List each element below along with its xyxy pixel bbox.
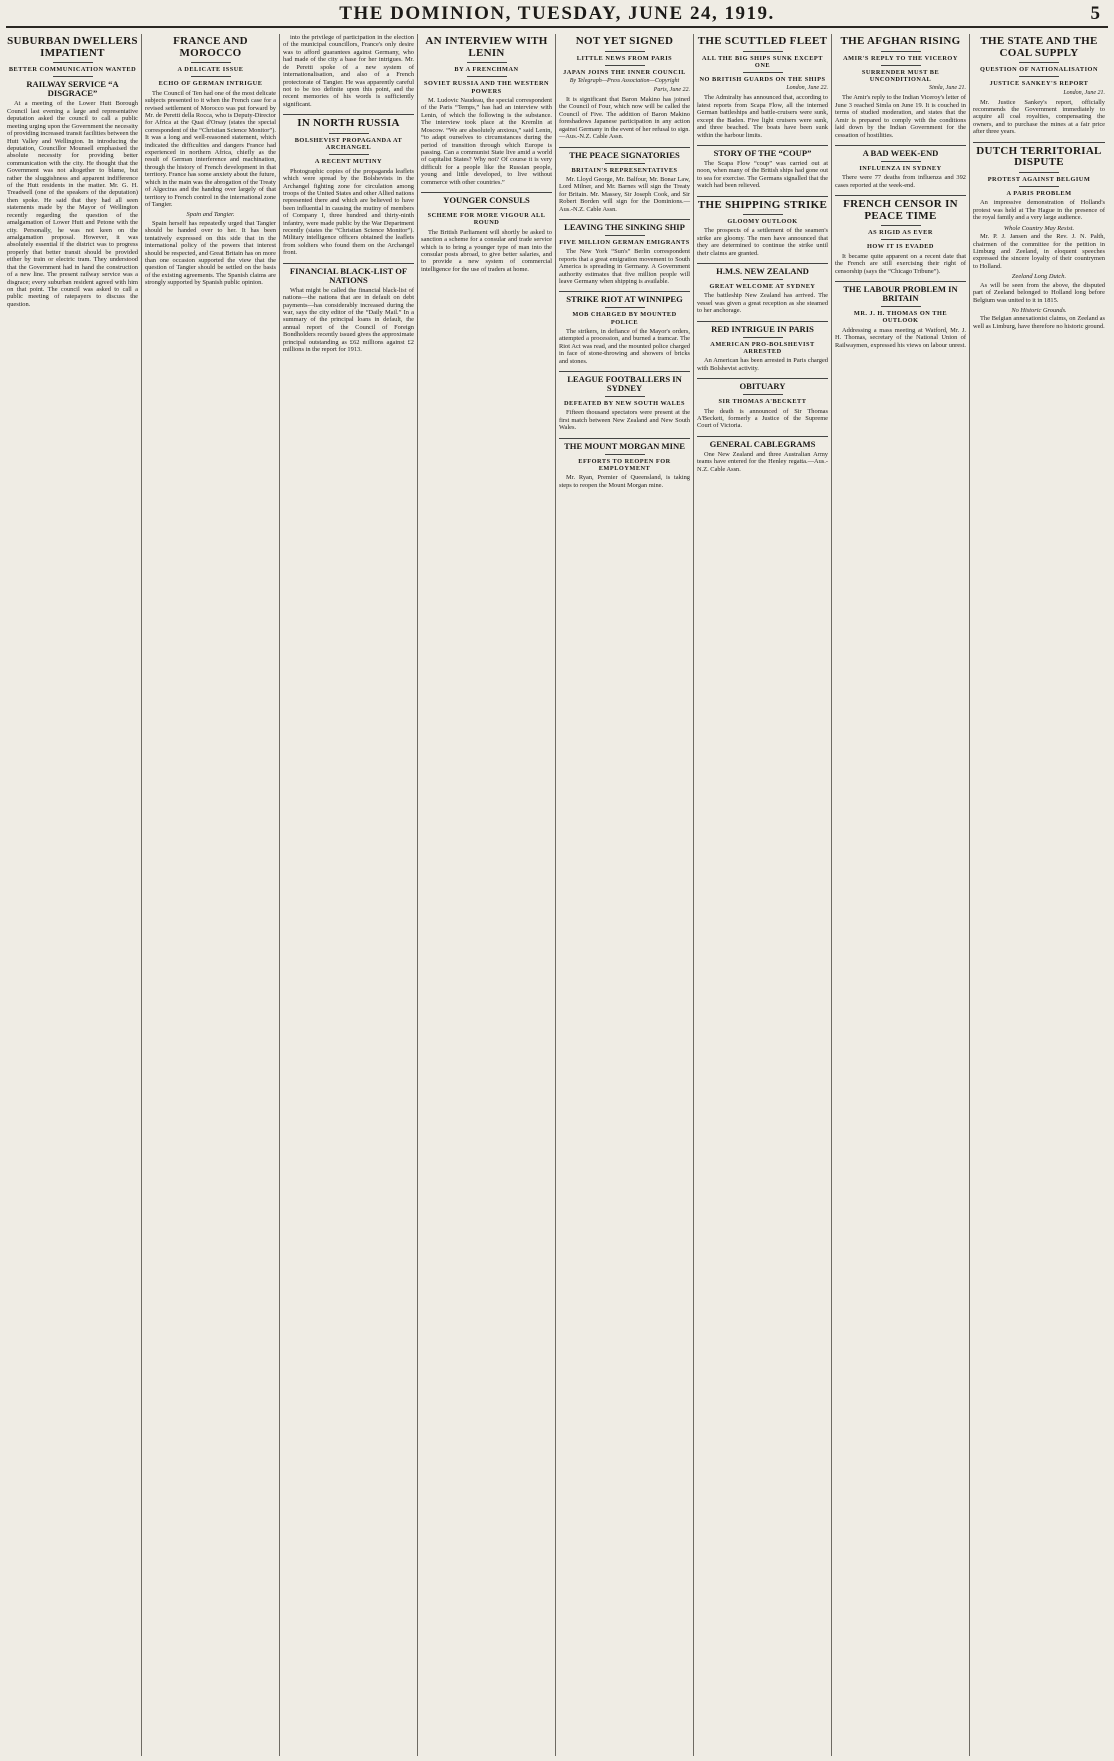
article-body: Fifteen thousand spectators were present at the first match between New Zealand and New South Wales. bbox=[559, 409, 690, 432]
headline: THE SCUTTLED FLEET bbox=[697, 35, 828, 47]
article bbox=[697, 436, 828, 473]
subheadline: FIVE MILLION GERMAN EMIGRANTS bbox=[559, 239, 690, 247]
headline: DUTCH TERRITORIAL DISPUTE bbox=[976, 144, 1102, 169]
article-body: The strikers, in defiance of the Mayor's orders, attempted a procession, and burned a tramcar. The Riot Act was read, and the mounted police charged in face of stone-throwing and showers of bricks and stones. bbox=[559, 328, 690, 365]
subheadline: MOB CHARGED BY MOUNTED POLICE bbox=[572, 311, 677, 326]
headline: THE STATE AND THE COAL SUPPLY bbox=[980, 35, 1098, 59]
masthead-rule bbox=[6, 26, 1108, 28]
article-body: Mr. Ryan, Premier of Queensland, is taking steps to reopen the Mount Morgan mine. bbox=[559, 474, 690, 489]
headline: GENERAL CABLEGRAMS bbox=[709, 438, 816, 449]
article bbox=[697, 196, 828, 258]
article-body: The Belgian annexationist claims, on Zeeland as well as Limburg, have therefore no historic ground. bbox=[973, 315, 1105, 330]
deck-rule bbox=[329, 133, 369, 134]
headline: IN NORTH RUSSIA bbox=[297, 117, 400, 130]
subheadline: BETTER COMMUNICATION WANTED bbox=[8, 66, 137, 74]
subheadline: AMIR'S REPLY TO THE VICEROY bbox=[843, 54, 958, 62]
article bbox=[559, 291, 690, 365]
article-divider bbox=[835, 145, 966, 146]
deck-rule bbox=[605, 163, 645, 164]
subheadline: GLOOMY OUTLOOK bbox=[727, 218, 798, 226]
article-body: The death is announced of Sir Thomas A'Beckett, formerly a Justice of the Supreme Court of Victoria. bbox=[697, 407, 828, 430]
article-divider bbox=[283, 114, 414, 115]
article bbox=[559, 147, 690, 213]
article-body: The Amir's reply to the Indian Viceroy's letter of June 3 reached Simla on June 19. It is couched in terms of studied moderation, and states that the Amir is prepared to comply with the conditions laid down by the Indian Government for the cessation of hostilities. bbox=[835, 94, 966, 139]
article bbox=[421, 192, 552, 273]
article-body: It is significant that Baron Makino has joined the Council of Four, which now will be called the Council of Five. The addition of Baron Makino foreshadows Japanese participation in any action against Germany in the event of her refusal to sign.—Aus.-N.Z. Cable Assn. bbox=[559, 96, 690, 141]
subheadline: SURRENDER MUST BE UNCONDITIONAL bbox=[861, 68, 940, 84]
dateline: Paris, June 22. bbox=[653, 87, 690, 94]
subheadline: DEFEATED BY NEW SOUTH WALES bbox=[563, 400, 686, 408]
article-divider bbox=[421, 192, 552, 193]
subheadline: HOW IT IS EVADED bbox=[867, 243, 934, 251]
subheadline: JUSTICE SANKEY'S REPORT bbox=[989, 80, 1089, 88]
subheadline: SOVIET RUSSIA AND THE WESTERN POWERS bbox=[423, 80, 550, 95]
deck-rule bbox=[743, 279, 783, 280]
column-5 bbox=[556, 34, 694, 1756]
deck-rule bbox=[881, 51, 921, 52]
article-body: What might be called the financial black-list of nations—the nations that are in default on debt payments—has considerably increased during the war, says the city editor of the “Daily Mail.” In a summary of the principal loans in default, the annual report of the Council of Foreign Bondholders recently issued gives the approximate principal outstanding as £62 millions against £2 millions in the report for 1913. bbox=[283, 286, 414, 354]
deck-rule bbox=[881, 306, 921, 307]
article-body: The battleship New Zealand has arrived. The vessel was given a great reception as she steamed to her anchorage. bbox=[697, 292, 828, 315]
article-body: The prospects of a settlement of the seamen's strike are gloomy. The men have announced that they are determined to continue the strike until their claims are granted. bbox=[697, 227, 828, 257]
deck-rule bbox=[605, 307, 645, 308]
deck-rule bbox=[881, 225, 921, 226]
deck-rule bbox=[605, 396, 645, 397]
article bbox=[973, 307, 1105, 330]
article bbox=[835, 195, 966, 275]
sidehead: No Historic Grounds. bbox=[1011, 306, 1067, 314]
subheadline: GREAT WELCOME AT SYDNEY bbox=[709, 283, 816, 291]
article-body: An impressive demonstration of Holland's protest was held at The Hague in the presence of the royal family and a very large audience. bbox=[973, 199, 1105, 222]
article bbox=[697, 263, 828, 315]
subheadline: MR. J. H. THOMAS ON THE OUTLOOK bbox=[853, 310, 948, 325]
secondary-headline: RAILWAY SERVICE “A DISGRACE” bbox=[26, 79, 119, 99]
subheadline: ECHO OF GERMAN INTRIGUE bbox=[158, 80, 263, 88]
headline: FRANCE AND MOROCCO bbox=[173, 35, 248, 59]
headline: FRENCH CENSOR IN PEACE TIME bbox=[843, 198, 958, 222]
article-body: At a meeting of the Lower Hutt Borough Council last evening a large and representative deputation asked the council to call a public meeting urging upon the Government the necessity of providing increased transit facilities between the Hutt Valley and Wellington. In introducing the deputation, Councillor Mounsell emphasised the absolute necessity for providing better communication with the city. He thought that the Government was not altogether to blame, but rather the sluggishness and apparent indifference of the Hutt residents in the matter. Mr. G. H. Treadwell (one of the speakers of the deputation) then spoke. He said that they had all seen statements made by the Mayor of Wellington recently regarding the question of the amalgamation of Lower Hutt and Petone with the city. Personally, he was not keen on the amalgamation proposal. However, it was absolutely essential if the district was to progress properly that better transit should be provided either by train or electric tram. They understood that the Government had in hand the construction of a new line. The present railway service was a disgrace; every suburban resident agreed with him on that point. The council was asked to call a public meeting of ratepayers to discuss the question. bbox=[7, 100, 138, 308]
deck-rule bbox=[1019, 172, 1059, 173]
article-divider bbox=[697, 145, 828, 146]
article-divider bbox=[973, 142, 1105, 143]
headline: THE MOUNT MORGAN MINE bbox=[564, 440, 685, 451]
deck-rule bbox=[881, 65, 921, 66]
masthead bbox=[0, 0, 1114, 26]
column-1 bbox=[4, 34, 142, 1756]
article-body: The New York “Sun's” Berlin correspondent reports that a great emigration movement to South America is spreading in Germany. A Government authority estimates that five million people will leave Germany when shipping is available. bbox=[559, 248, 690, 285]
deck-rule bbox=[743, 394, 783, 395]
deck-rule bbox=[605, 454, 645, 455]
subheadline: BOLSHEVIST PROPAGANDA AT ARCHANGEL bbox=[294, 136, 403, 152]
article-body: There were 77 deaths from influenza and 392 cases reported at the week-end. bbox=[835, 174, 966, 189]
article-body: An American has been arrested in Paris charged with Bolshevist activity. bbox=[697, 357, 828, 372]
deck-rule bbox=[329, 154, 369, 155]
article bbox=[145, 211, 276, 286]
article-body: Mr. P. J. Jansen and the Rev. J. N. Palth, chairmen of the committee for the petition in Limburg and Zeeland, in eloquent speeches expressed the sincere loyalty of their countrymen to Holland. bbox=[973, 233, 1105, 270]
article-body: The British Parliament will shortly be asked to sanction a scheme for a consular and trade service which is to bring a younger type of man into the consular posts abroad, to give better salaries, and to provide a new system of commercial intelligence for the use of traders at home. bbox=[421, 228, 552, 273]
deck-rule bbox=[1019, 186, 1059, 187]
article-divider bbox=[835, 281, 966, 282]
headline: THE AFGHAN RISING bbox=[840, 35, 961, 47]
subheadline: PROTEST AGAINST BELGIUM bbox=[987, 175, 1091, 183]
headline: H.M.S. NEW ZEALAND bbox=[716, 266, 809, 277]
article bbox=[973, 273, 1105, 304]
article bbox=[559, 219, 690, 285]
sidehead: Whole Country May Resist. bbox=[1003, 224, 1075, 232]
column-6 bbox=[694, 34, 832, 1756]
dateline: London, June 22. bbox=[786, 85, 828, 92]
article bbox=[283, 34, 414, 108]
deck-rule bbox=[191, 62, 231, 63]
subheadline: NO BRITISH GUARDS ON THE SHIPS bbox=[699, 76, 826, 84]
article-divider bbox=[559, 291, 690, 292]
article bbox=[697, 321, 828, 372]
headline: YOUNGER CONSULS bbox=[443, 195, 530, 206]
deck-rule bbox=[53, 62, 93, 63]
article-body: Mr. Lloyd George, Mr. Balfour, Mr. Bonar Law, Lord Milner, and Mr. Barnes will sign the Treaty for Britain. Mr. Massey, Sir Joseph Cook, and Sir Robert Borden will sign for the Dominions.—Aus.-N.Z. Cable Assn. bbox=[559, 175, 690, 213]
headline: OBITUARY bbox=[739, 381, 786, 392]
headline: STORY OF THE “COUP” bbox=[713, 147, 812, 158]
article-divider bbox=[697, 196, 828, 197]
subheadline: BRITAIN'S REPRESENTATIVES bbox=[571, 166, 678, 174]
headline: THE SHIPPING STRIKE bbox=[697, 198, 828, 211]
deck-rule bbox=[881, 239, 921, 240]
deck-rule bbox=[467, 76, 507, 77]
deck-rule bbox=[743, 214, 783, 215]
headline: RED INTRIGUE IN PARIS bbox=[711, 323, 814, 334]
newspaper-title: THE DOMINION, TUESDAY, JUNE 24, 1919. bbox=[339, 3, 775, 24]
subheadline: QUESTION OF NATIONALISATION bbox=[979, 66, 1098, 74]
article-divider bbox=[283, 263, 414, 264]
article-divider bbox=[835, 195, 966, 196]
article-body: The Scapa Flow “coup” was carried out at noon, when many of the British ships had gone out to sea for exercise. The Germans signalled that the watch had been relieved. bbox=[697, 159, 828, 190]
deck-rule bbox=[467, 208, 507, 209]
article-divider bbox=[697, 321, 828, 322]
headline: STRIKE RIOT AT WINNIPEG bbox=[566, 294, 683, 305]
subheadline: A RECENT MUTINY bbox=[314, 158, 383, 166]
subheadline: LITTLE NEWS FROM PARIS bbox=[576, 54, 673, 62]
headline: SUBURBAN DWELLERS IMPATIENT bbox=[7, 35, 138, 59]
article bbox=[421, 36, 552, 186]
deck-rule bbox=[1019, 62, 1059, 63]
article bbox=[697, 378, 828, 430]
article bbox=[7, 36, 138, 308]
article bbox=[559, 36, 690, 141]
article-body: The Admiralty has announced that, according to latest reports from Scapa Flow, all the interned German battleships and battle-cruisers were sunk, except the Baden. Five light cruisers were sunk, and three beached. The boats have been sunk within the harbour limits. bbox=[697, 94, 828, 139]
deck-rule bbox=[743, 51, 783, 52]
headline: LEAVING THE SINKING SHIP bbox=[564, 222, 685, 232]
newspaper-columns bbox=[4, 34, 1110, 1756]
headline: AN INTERVIEW WITH LENIN bbox=[425, 35, 548, 59]
article-body: One New Zealand and three Australian Army teams have entered for the Henley regatta.—Aus.-N.Z. Cable Assn. bbox=[697, 450, 828, 473]
headline: THE PEACE SIGNATORIES bbox=[569, 149, 680, 160]
article bbox=[697, 145, 828, 190]
article-divider bbox=[697, 436, 828, 437]
article bbox=[973, 225, 1105, 271]
deck-rule bbox=[743, 72, 783, 73]
article-divider bbox=[559, 438, 690, 439]
dateline: Simla, June 21. bbox=[929, 85, 966, 92]
article bbox=[283, 114, 414, 257]
article-body: Spain herself has repeatedly urged that Tangier should be handed over to her. It has been tentatively expressed on this side that in the international policy of the powers that interest should be respected, and Great Britain has on more than one occasion supported the view that the question of Tangier should be settled on the basis of the existing agreements. The Spanish claims are strongly supported by Spanish public opinion. bbox=[145, 219, 276, 287]
deck-rule bbox=[191, 76, 231, 77]
article-body: Addressing a mass meeting at Watford, Mr. J. H. Thomas, secretary of the National Union of Railwaymen, expressed his views on labour unrest. bbox=[835, 326, 966, 349]
article bbox=[283, 263, 414, 354]
subheadline: JAPAN JOINS THE INNER COUNCIL bbox=[563, 68, 686, 76]
headline: NOT YET SIGNED bbox=[575, 35, 674, 47]
article-divider bbox=[697, 263, 828, 264]
subheadline: BY A FRENCHMAN bbox=[454, 66, 519, 74]
column-8 bbox=[970, 34, 1108, 1756]
article bbox=[835, 145, 966, 189]
article-divider bbox=[697, 378, 828, 379]
article bbox=[973, 142, 1105, 222]
article-divider bbox=[559, 147, 690, 148]
column-2 bbox=[142, 34, 280, 1756]
subheadline: A DELICATE ISSUE bbox=[177, 66, 244, 74]
column-7 bbox=[832, 34, 970, 1756]
column-4 bbox=[418, 34, 556, 1756]
deck-rule bbox=[1019, 76, 1059, 77]
subheadline: SCHEME FOR MORE VIGOUR ALL ROUND bbox=[427, 212, 546, 227]
deck-rule bbox=[881, 161, 921, 162]
headline: FINANCIAL BLACK-LIST OF NATIONS bbox=[289, 265, 408, 285]
article-divider bbox=[559, 371, 690, 372]
subheadline: AS RIGID AS EVER bbox=[868, 229, 933, 237]
article-body: into the privilege of participation in the election of the municipal councillors, France's only desire was to afford guarantees against Germany, who had made of the city a base for her intrigues. Mr. de Peretti spoke of a new system of internationalisation, and also of a French protectorate of Tangier. He was apparently careful not to be too definite upon this point, and the recent memories of his words is sufficiently significant. bbox=[283, 34, 414, 108]
article bbox=[559, 371, 690, 432]
page-number: 5 bbox=[1090, 3, 1100, 24]
article-body: As will be seen from the above, the disputed part of Zeeland belonged to Holland long before Belgium was united to it in 1815. bbox=[973, 281, 1105, 304]
article-divider bbox=[559, 219, 690, 220]
headline: LEAGUE FOOTBALLERS IN SYDNEY bbox=[567, 374, 682, 394]
article bbox=[697, 36, 828, 139]
subheadline: ALL THE BIG SHIPS SUNK EXCEPT ONE bbox=[702, 54, 823, 69]
subheadline: SIR THOMAS A'BECKETT bbox=[718, 398, 807, 406]
article bbox=[559, 438, 690, 489]
subheadline: A PARIS PROBLEM bbox=[1006, 190, 1072, 198]
deck-rule bbox=[605, 51, 645, 52]
article-body: It became quite apparent on a recent date that the French are still exercising their right of censorship (says the “Chicago Tribune”). bbox=[835, 252, 966, 275]
deck-rule bbox=[467, 62, 507, 63]
article bbox=[973, 36, 1105, 136]
article-body: Photographic copies of the propaganda leaflets which were spread by the Bolshevists in the Archangel fighting zone for circulation among troops of the United States and other Allied nations represented there and which are believed to have been influential in causing the mutiny of members of Company I, three hundred and thirty-ninth infantry, were made public by the War Department recently (states the “Christian Science Monitor”). Military intelligence officers obtained the leaflets from soldiers who found them on the Archangel front. bbox=[283, 167, 414, 257]
article bbox=[835, 36, 966, 139]
subheadline: EFFORTS TO REOPEN FOR EMPLOYMENT bbox=[578, 457, 671, 473]
column-3 bbox=[280, 34, 418, 1756]
article bbox=[835, 281, 966, 349]
article-body: Mr. Justice Sankey's report, officially recommends the Government immediately to acquire all coal royalties, compensating the owners, and to purchase the mines at a fair price after three years. bbox=[973, 98, 1105, 136]
article-body: The Council of Ten had one of the most delicate subjects presented to it when the French case for a revised settlement of Morocco was put forward by Mr. de Peretti della Rocca, who is Deputy-Director for Africa at the Quai d'Orsay (states the special correspondent of the “Christian Science Monitor”). It was a long and well-reasoned statement, which indicated the difficulties and dangers France had experienced in northern Africa, chiefly as the result of German interference and machination, through the history of French development in that territory. France has some anxiety about the future, which in the main was the abrogation of the Treaty of Algeciras and the handing over largely of that territory to French control in the international zone of Tangier. bbox=[145, 89, 276, 209]
subheadline: AMERICAN PRO-BOLSHEVIST ARRESTED bbox=[710, 340, 815, 356]
article bbox=[145, 36, 276, 208]
sidehead: Zeeland Long Dutch. bbox=[1011, 273, 1067, 281]
article-body: M. Ludovic Naudeau, the special correspondent of the Paris “Temps,” has had an interview with Lenin, of which the following is the substance. The interview took place at the Kremlin at Moscow. “We are absolutely anxious,” said Lenin, “to adapt ourselves to circumstances during the period of transition through which Europe is passing. Can a communist State live amid a world of capitalist States? Why not? Of course it is very difficult for a people like the Russian people, young and little developed, to live without commerce with other countries.” bbox=[421, 96, 552, 186]
byline: By Telegraph—Press Association—Copyright bbox=[569, 78, 680, 85]
deck-rule bbox=[743, 337, 783, 338]
sidehead: Spain and Tangier. bbox=[186, 211, 235, 219]
dateline: London, June 21. bbox=[1063, 89, 1105, 96]
subheadline: INFLUENZA IN SYDNEY bbox=[859, 164, 942, 172]
deck-rule bbox=[53, 76, 93, 77]
headline: A BAD WEEK-END bbox=[862, 147, 939, 158]
headline: THE LABOUR PROBLEM IN BRITAIN bbox=[843, 284, 958, 304]
deck-rule bbox=[605, 65, 645, 66]
deck-rule bbox=[605, 235, 645, 236]
